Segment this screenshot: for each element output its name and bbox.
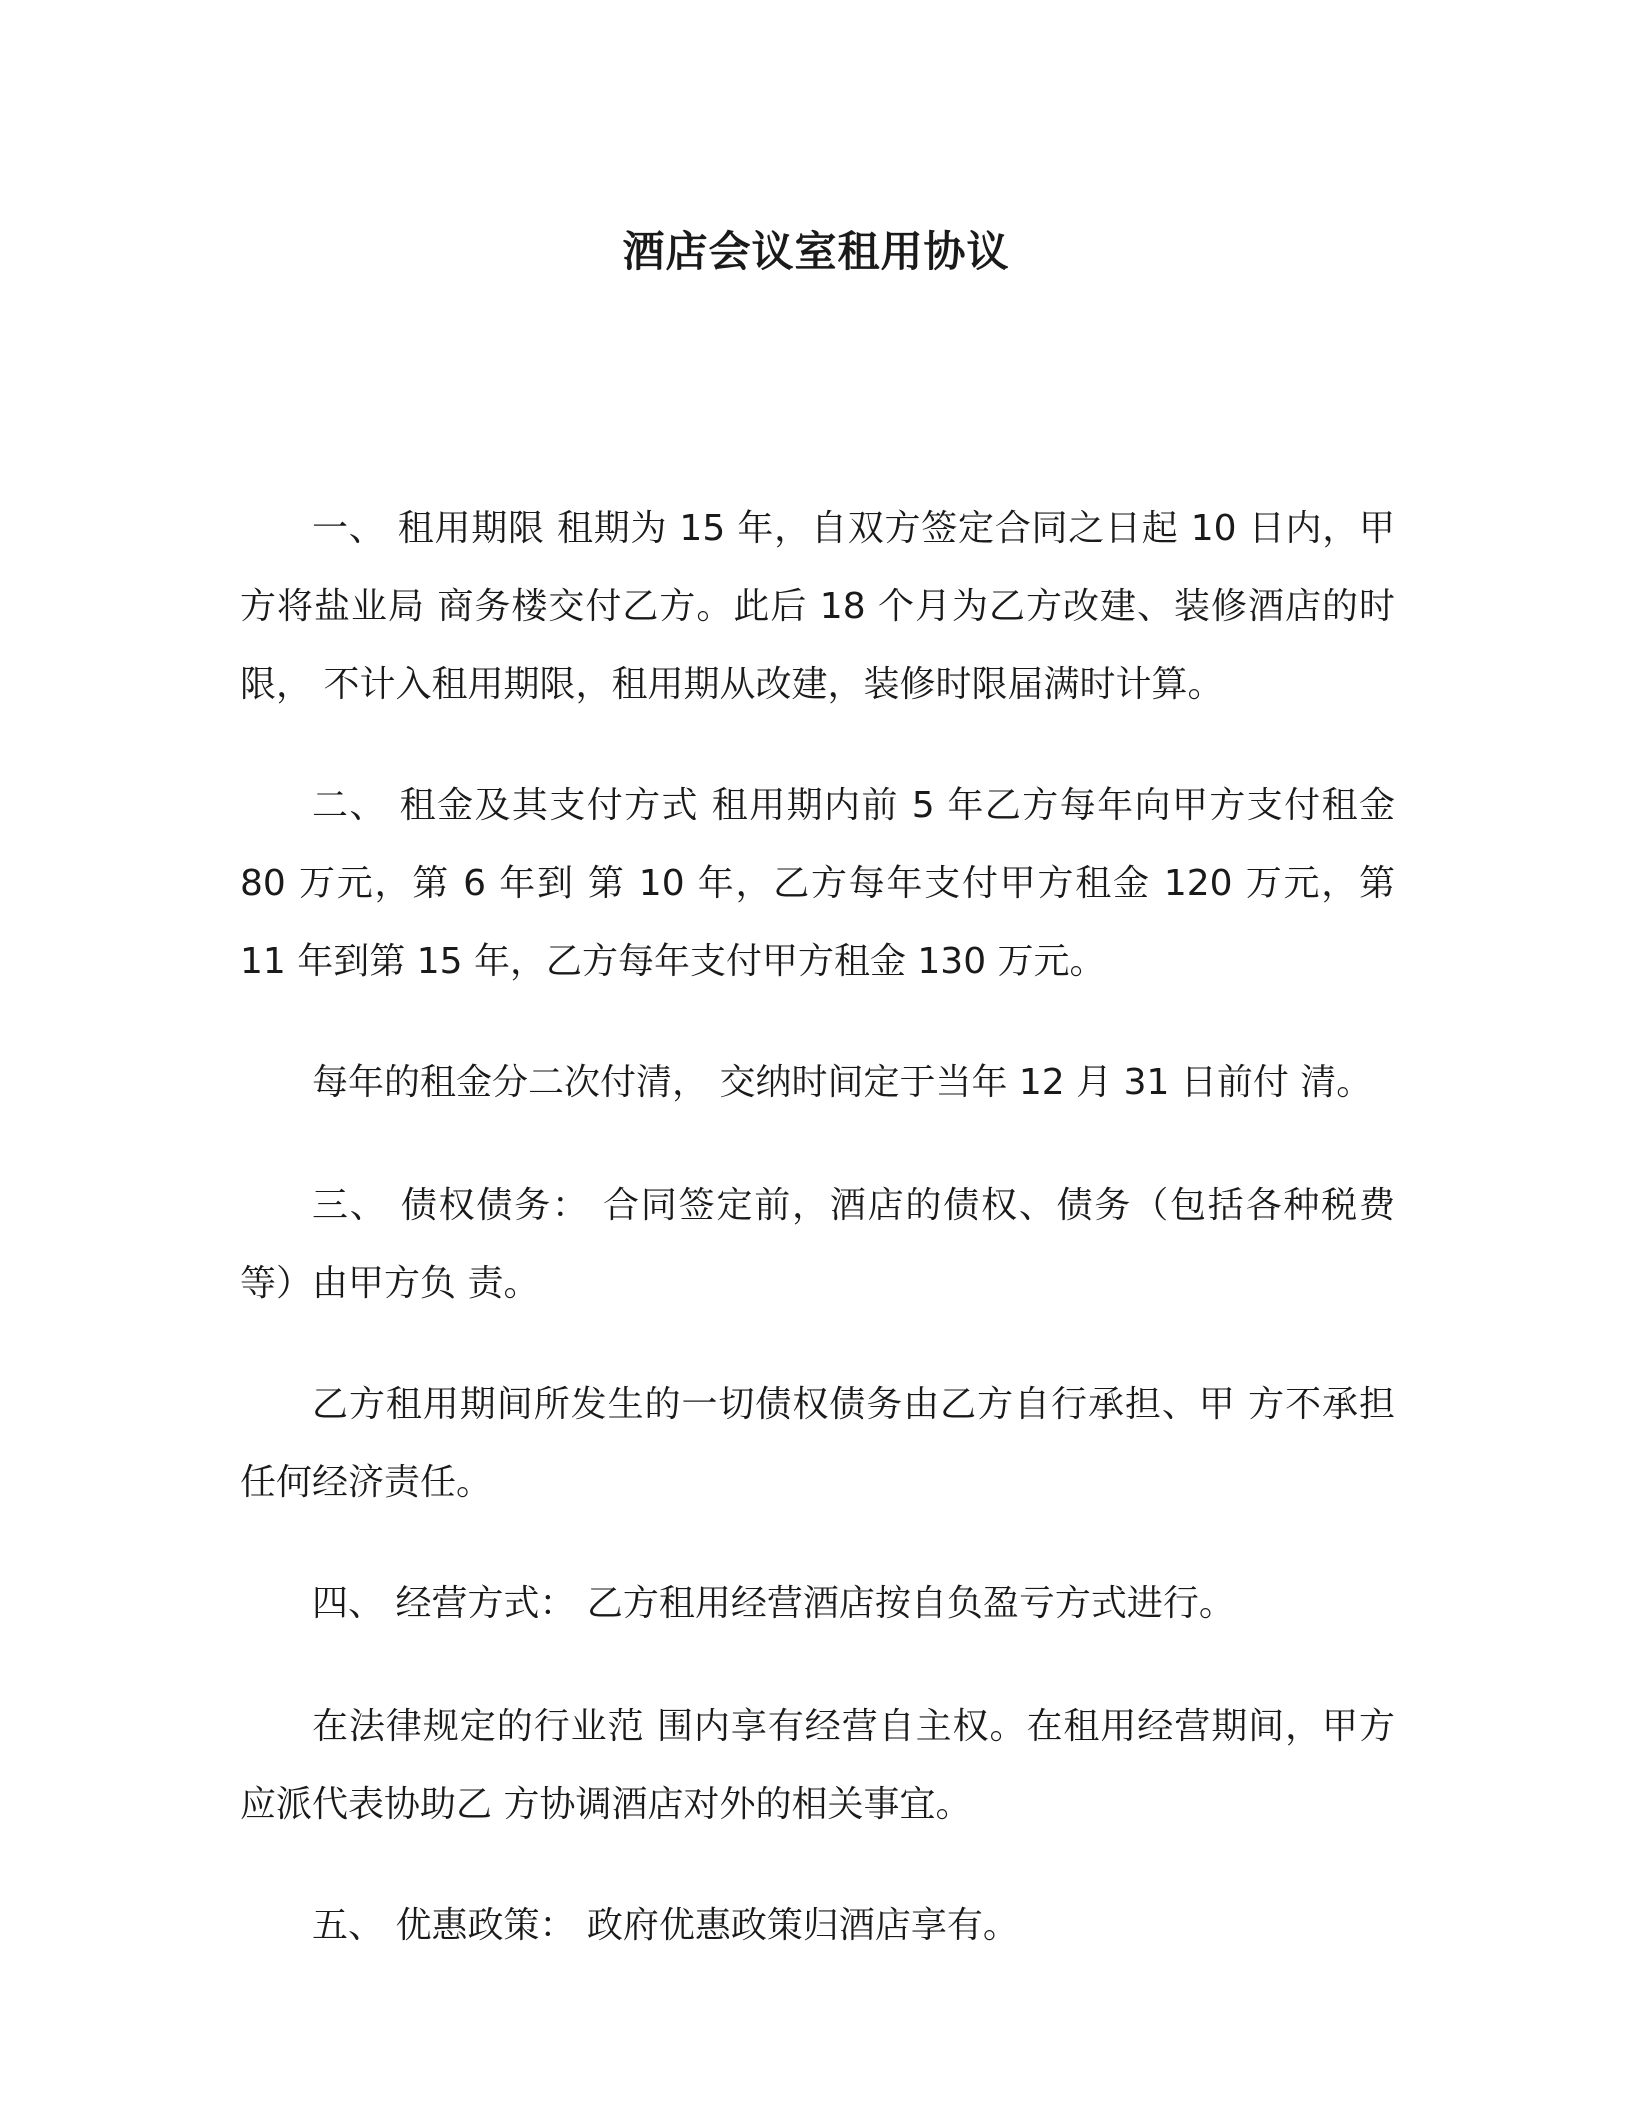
clause-4-operation: 四、 经营方式： 乙方租用经营酒店按自负盈亏方式进行。 (312, 1583, 1235, 1624)
clause-2-payment-schedule: 每年的租金分二次付清， 交纳时间定于当年 12 月 31 日前付 清。 (312, 1062, 1373, 1103)
document-title: 酒店会议室租用协议 (622, 227, 1010, 276)
document-body (240, 490, 1395, 2010)
clause-3-debts: 三、 债权债务： 合同签定前，酒店的债权、债务（包括各种税费等）由甲方负 责。 (240, 1185, 1395, 1304)
clause-1-term: 一、 租用期限 租期为 15 年，自双方签定合同之日起 10 日内，甲方将盐业局 商务楼交付乙方。此后 18 个月为乙方改建、装修酒店的时限， 不计入租用期限，租用期从改建，装修时限届满时计算。 (240, 508, 1395, 705)
clause-5-policy: 五、 优惠政策： 政府优惠政策归酒店享有。 (312, 1905, 1019, 1946)
clause-2-rent: 二、 租金及其支付方式 租用期内前 5 年乙方每年向甲方支付租金 80 万元，第 6 年到 第 10 年，乙方每年支付甲方租金 120 万元，第 11 年到第 15 年，乙方每年支付甲方租金 130 万元。 (240, 785, 1395, 982)
clause-4-autonomy: 在法律规定的行业范 围内享有经营自主权。在租用经营期间，甲方应派代表协助乙 方协调酒店对外的相关事宜。 (240, 1706, 1395, 1825)
clause-3-lessee-debts: 乙方租用期间所发生的一切债权债务由乙方自行承担、甲 方不承担任何经济责任。 (240, 1384, 1395, 1503)
